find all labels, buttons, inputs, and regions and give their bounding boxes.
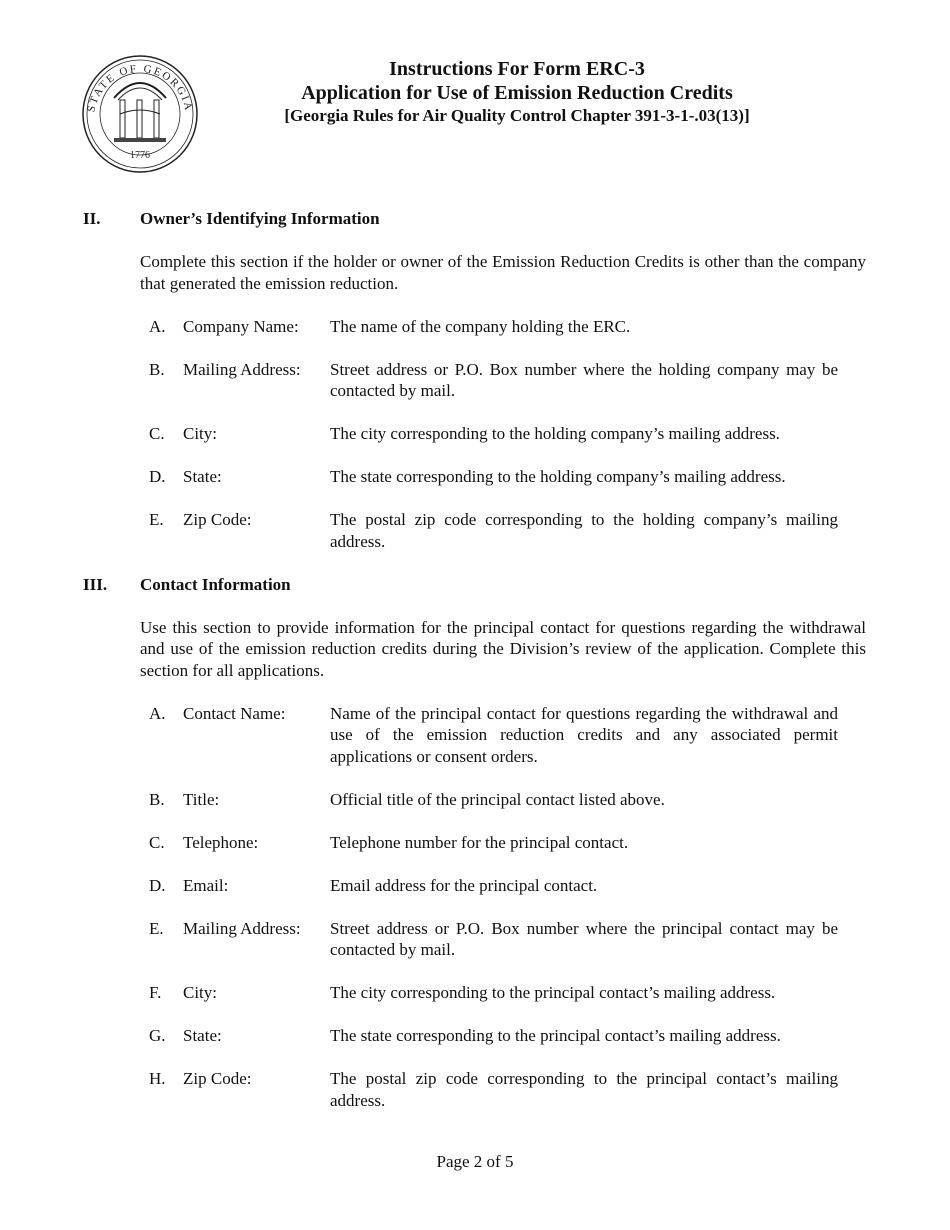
item-label: City: bbox=[183, 983, 218, 1002]
item-letter: B. bbox=[149, 359, 165, 379]
svg-text:STATE OF GEORGIA: STATE OF GEORGIA bbox=[85, 62, 195, 114]
item-letter: A. bbox=[149, 703, 166, 723]
item-label: Contact Name: bbox=[183, 703, 286, 723]
item-letter: A. bbox=[149, 316, 166, 336]
list-item bbox=[149, 832, 838, 854]
item-label: State: bbox=[183, 467, 222, 486]
item-description: The city corresponding to the holding company’s mailing address. bbox=[330, 424, 780, 443]
document-body bbox=[83, 208, 866, 1133]
item-letter: H. bbox=[149, 1069, 166, 1088]
item-letter: B. bbox=[149, 789, 165, 809]
item-label: Company Name: bbox=[183, 316, 299, 336]
list-item bbox=[149, 423, 838, 445]
item-description: Email address for the principal contact. bbox=[330, 875, 598, 895]
list-item bbox=[149, 789, 838, 811]
item-letter: D. bbox=[149, 467, 166, 486]
list-item bbox=[149, 316, 838, 338]
item-description: The postal zip code corresponding to the principal contact’s mailing address. bbox=[330, 1069, 838, 1110]
georgia-state-seal bbox=[80, 54, 200, 174]
item-letter: F. bbox=[149, 983, 162, 1002]
section-intro: Use this section to provide information for the principal contact for questions regarding the withdrawal and use of the emission reduction credits during the Division’s review of the application. Complete this section for all applications. bbox=[140, 617, 866, 680]
svg-text:1776: 1776 bbox=[130, 150, 150, 161]
list-item bbox=[149, 982, 838, 1004]
item-label: Zip Code: bbox=[183, 510, 252, 529]
item-label: Zip Code: bbox=[183, 1069, 252, 1088]
section-title: Contact Information bbox=[140, 574, 291, 594]
item-label: City: bbox=[183, 424, 218, 443]
item-label: Mailing Address: bbox=[183, 359, 301, 379]
item-label: State: bbox=[183, 1026, 222, 1045]
item-label: Title: bbox=[183, 789, 220, 809]
item-label: Email: bbox=[183, 875, 229, 895]
list-item bbox=[149, 1025, 838, 1047]
item-letter: E. bbox=[149, 510, 164, 529]
section-title: Owner’s Identifying Information bbox=[140, 209, 380, 228]
section-number: III. bbox=[83, 574, 108, 594]
section bbox=[83, 208, 866, 552]
item-description: The postal zip code corresponding to the holding company’s mailing address. bbox=[330, 510, 838, 551]
section-heading bbox=[83, 574, 866, 596]
list-item bbox=[149, 875, 838, 897]
section-number: II. bbox=[83, 209, 101, 228]
item-label: Telephone: bbox=[183, 832, 259, 852]
item-letter: G. bbox=[149, 1026, 166, 1045]
item-description: Official title of the principal contact listed above. bbox=[330, 789, 665, 809]
section-intro: Complete this section if the holder or owner of the Emission Reduction Credits is other than the company that generated the emission reduction. bbox=[140, 252, 866, 293]
item-letter: C. bbox=[149, 424, 165, 443]
list-item bbox=[149, 703, 838, 768]
page-number: Page 2 of 5 bbox=[436, 1152, 514, 1171]
section-heading bbox=[83, 208, 866, 230]
list-item bbox=[149, 1068, 838, 1111]
document-title: Instructions For Form ERC-3 bbox=[389, 58, 645, 80]
rule-reference: [Georgia Rules for Air Quality Control Chapter 391-3-1-.03(13)] bbox=[284, 106, 750, 125]
item-letter: D. bbox=[149, 875, 166, 895]
item-description: The state corresponding to the principal contact’s mailing address. bbox=[330, 1026, 781, 1045]
item-description: The city corresponding to the principal contact’s mailing address. bbox=[330, 983, 776, 1002]
item-label: Mailing Address: bbox=[183, 918, 301, 938]
section bbox=[83, 574, 866, 1112]
item-letter: C. bbox=[149, 832, 165, 852]
item-letter: E. bbox=[149, 918, 164, 938]
item-description: The name of the company holding the ERC. bbox=[330, 316, 631, 336]
item-description: Street address or P.O. Box number where the holding company may be contacted by mail. bbox=[330, 359, 838, 400]
item-description: Street address or P.O. Box number where the principal contact may be contacted by mail. bbox=[330, 918, 838, 959]
list-item bbox=[149, 359, 838, 402]
list-item bbox=[149, 918, 838, 961]
list-item bbox=[149, 466, 838, 488]
list-item bbox=[149, 509, 838, 552]
item-description: Telephone number for the principal contact. bbox=[330, 832, 629, 852]
item-description: Name of the principal contact for questions regarding the withdrawal and use of the emission reduction credits and any associated permit applications or consent orders. bbox=[330, 703, 838, 766]
item-description: The state corresponding to the holding company’s mailing address. bbox=[330, 467, 786, 486]
document-header bbox=[240, 57, 794, 127]
document-subtitle: Application for Use of Emission Reduction Credits bbox=[301, 82, 733, 104]
